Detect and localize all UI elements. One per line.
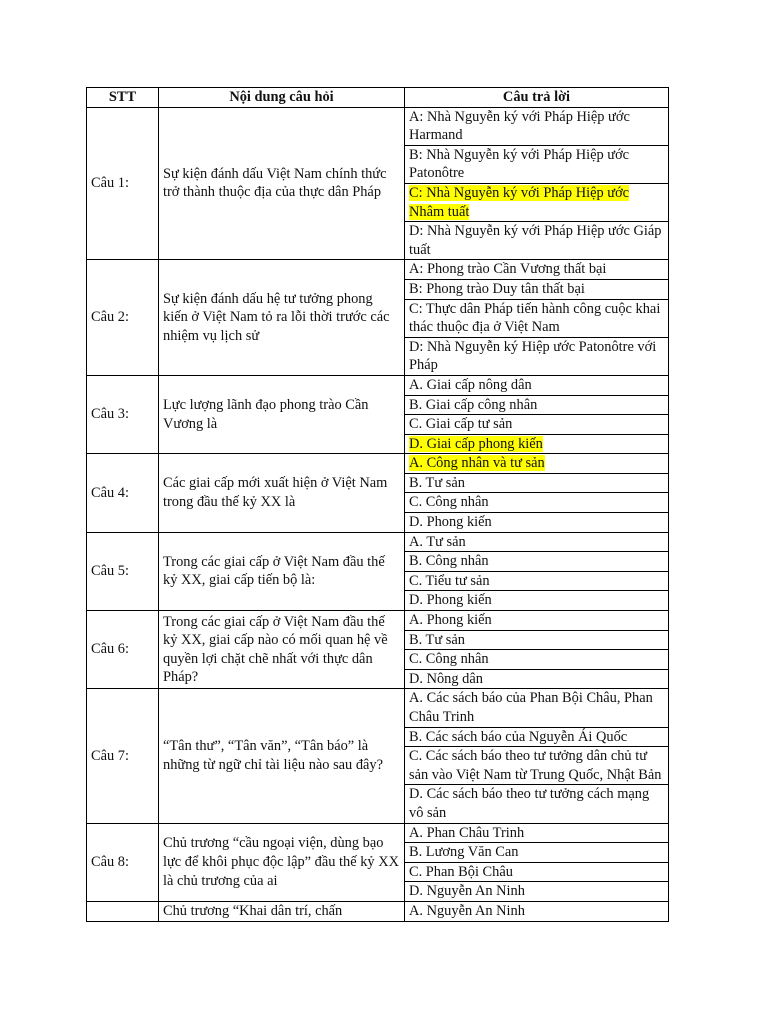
question-text: Trong các giai cấp ở Việt Nam đầu thế kỷ XX, giai cấp nào có mối quan hệ về quyền lợi chặt chẽ nhất với thực dân Pháp? xyxy=(159,611,405,689)
question-text: Sự kiện đánh dấu Việt Nam chính thức trở thành thuộc địa của thực dân Pháp xyxy=(159,107,405,260)
answer-row xyxy=(87,689,669,727)
answer-text: D: Nhà Nguyễn ký Hiệp ước Patonôtre với Pháp xyxy=(409,338,657,374)
answer-cell xyxy=(405,689,669,727)
answer-cell xyxy=(405,650,669,670)
answer-cell xyxy=(405,395,669,415)
highlighted-answer-text: A. Công nhân và tư sản xyxy=(409,455,545,472)
highlighted-answer-text: D. Giai cấp phong kiến xyxy=(409,435,543,452)
answer-cell xyxy=(405,591,669,611)
header-stt: STT xyxy=(87,88,159,108)
answer-text: A. Phan Châu Trinh xyxy=(409,824,525,841)
answer-cell xyxy=(405,882,669,902)
question-text: Các giai cấp mới xuất hiện ở Việt Nam trong đầu thế kỷ XX là xyxy=(159,454,405,532)
question-number: Câu 3: xyxy=(87,375,159,453)
answer-row xyxy=(87,260,669,280)
answer-text: C: Thực dân Pháp tiến hành công cuộc khai thác thuộc địa ở Việt Nam xyxy=(409,300,661,336)
question-number: Câu 5: xyxy=(87,532,159,610)
answer-cell xyxy=(405,493,669,513)
answer-text: B. Tư sản xyxy=(409,631,465,648)
answer-text: C. Công nhân xyxy=(409,494,489,511)
question-text: “Tân thư”, “Tân văn”, “Tân báo” là những từ ngữ chỉ tài liệu nào sau đây? xyxy=(159,689,405,823)
answer-row xyxy=(87,532,669,552)
answer-text: D. Phong kiến xyxy=(409,514,492,531)
question-text: Trong các giai cấp ở Việt Nam đầu thế kỷ XX, giai cấp tiến bộ là: xyxy=(159,532,405,610)
answer-text: C. Tiểu tư sản xyxy=(409,572,490,589)
question-number xyxy=(87,901,159,921)
question-text: Chủ trương “Khai dân trí, chấn xyxy=(159,901,405,921)
answer-cell xyxy=(405,279,669,299)
question-number: Câu 4: xyxy=(87,454,159,532)
answer-cell xyxy=(405,299,669,337)
quiz-table xyxy=(86,87,669,922)
answer-row xyxy=(87,901,669,921)
highlighted-answer-text: C: Nhà Nguyễn ký với Pháp Hiệp ước Nhâm tuất xyxy=(409,184,630,220)
answer-text: D. Phong kiến xyxy=(409,592,492,609)
answer-row xyxy=(87,107,669,145)
answer-text: D. Nông dân xyxy=(409,670,483,687)
answer-cell xyxy=(405,571,669,591)
answer-cell xyxy=(405,669,669,689)
answer-text: B. Lương Văn Can xyxy=(409,844,519,861)
answer-cell xyxy=(405,260,669,280)
question-number: Câu 7: xyxy=(87,689,159,823)
question-number: Câu 1: xyxy=(87,107,159,260)
answer-text: C. Công nhân xyxy=(409,651,489,668)
header-content: Nội dung câu hỏi xyxy=(159,88,405,108)
answer-cell xyxy=(405,454,669,474)
answer-cell xyxy=(405,823,669,843)
answer-cell xyxy=(405,145,669,183)
answer-cell xyxy=(405,843,669,863)
answer-cell xyxy=(405,552,669,572)
answer-text: B. Tư sản xyxy=(409,474,465,491)
answer-row xyxy=(87,375,669,395)
question-number: Câu 6: xyxy=(87,611,159,689)
quiz-body xyxy=(87,107,669,921)
answer-text: B. Công nhân xyxy=(409,553,489,570)
answer-text: D: Nhà Nguyễn ký với Pháp Hiệp ước Giáp tuất xyxy=(409,223,662,258)
answer-cell xyxy=(405,415,669,435)
answer-text: A. Các sách báo của Phan Bội Châu, Phan Châu Trinh xyxy=(409,690,653,725)
answer-cell xyxy=(405,785,669,823)
answer-cell xyxy=(405,107,669,145)
answer-cell xyxy=(405,727,669,747)
answer-text: A. Phong kiến xyxy=(409,612,492,629)
answer-row xyxy=(87,823,669,843)
answer-text: B: Phong trào Duy tân thất bại xyxy=(409,280,585,297)
header-answer: Câu trả lời xyxy=(405,88,669,108)
answer-text: B: Nhà Nguyễn ký với Pháp Hiệp ước Patonôtre xyxy=(409,146,630,182)
answer-text: B. Giai cấp công nhân xyxy=(409,396,538,413)
answer-cell xyxy=(405,862,669,882)
answer-text: C. Các sách báo theo tư tưởng dân chủ tư sản vào Việt Nam từ Trung Quốc, Nhật Bản xyxy=(409,748,662,783)
answer-cell xyxy=(405,434,669,454)
question-text: Sự kiện đánh dấu hệ tư tưởng phong kiến ở Việt Nam tỏ ra lỗi thời trước các nhiệm vụ lịch sử xyxy=(159,260,405,376)
question-text: Lực lượng lãnh đạo phong trào Cần Vương là xyxy=(159,375,405,453)
answer-text: A. Giai cấp nông dân xyxy=(409,376,532,393)
answer-row xyxy=(87,454,669,474)
answer-cell xyxy=(405,630,669,650)
answer-cell xyxy=(405,532,669,552)
answer-cell xyxy=(405,611,669,631)
answer-cell xyxy=(405,473,669,493)
answer-cell xyxy=(405,513,669,533)
answer-cell xyxy=(405,222,669,260)
answer-cell xyxy=(405,337,669,375)
answer-text: B. Các sách báo của Nguyễn Ái Quốc xyxy=(409,728,628,745)
answer-text: C. Giai cấp tư sản xyxy=(409,416,513,433)
answer-cell xyxy=(405,375,669,395)
question-number: Câu 2: xyxy=(87,260,159,376)
answer-cell xyxy=(405,747,669,785)
answer-text: D. Nguyễn An Ninh xyxy=(409,883,525,900)
answer-text: A. Tư sản xyxy=(409,533,466,550)
question-text: Chủ trương “cầu ngoại viện, dùng bạo lực để khôi phục độc lập” đầu thế kỷ XX là chủ trương của ai xyxy=(159,823,405,901)
answer-text: A: Nhà Nguyễn ký với Pháp Hiệp ước Harmand xyxy=(409,108,630,144)
answer-row xyxy=(87,611,669,631)
answer-text: C. Phan Bội Châu xyxy=(409,863,513,880)
answer-cell xyxy=(405,901,669,921)
answer-text: A: Phong trào Cần Vương thất bại xyxy=(409,261,607,278)
answer-cell xyxy=(405,183,669,221)
answer-text: D. Các sách báo theo tư tưởng cách mạng vô sản xyxy=(409,786,650,821)
question-number: Câu 8: xyxy=(87,823,159,901)
answer-text: A. Nguyễn An Ninh xyxy=(409,902,525,919)
header-row xyxy=(87,88,669,108)
